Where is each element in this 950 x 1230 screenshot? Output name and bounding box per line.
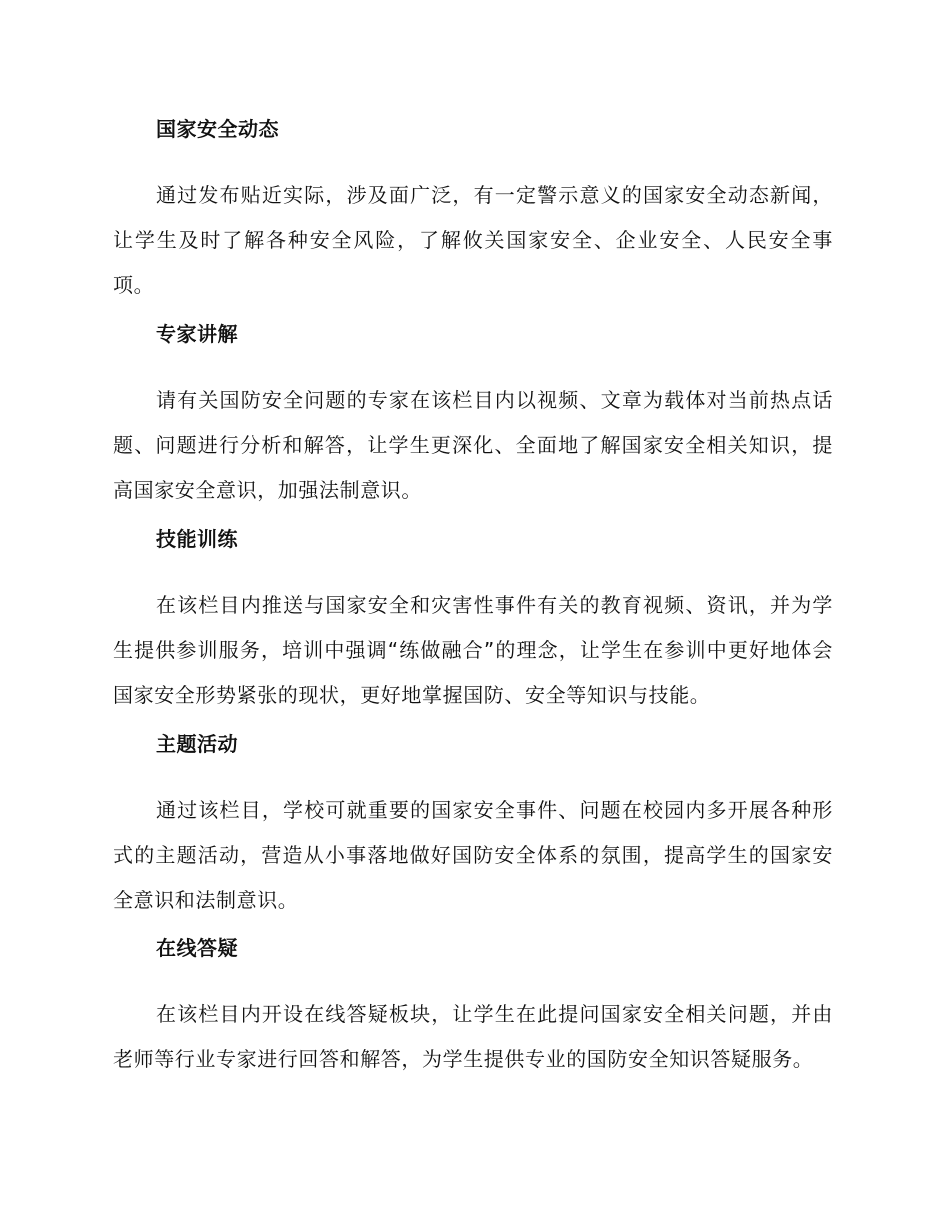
section-online-qa: [113, 934, 833, 1082]
section-paragraph: 请有关国防安全问题的专家在该栏目内以视频、文章为载体对当前热点话题、问题进行分析和解答，让学生更深化、全面地了解国家安全相关知识，提高国家安全意识，加强法制意识。: [113, 388, 833, 502]
section-theme-activities: [113, 730, 833, 923]
section-heading: 在线答疑: [156, 936, 238, 960]
section-heading: 国家安全动态: [156, 117, 279, 141]
section-paragraph: 在该栏目内开设在线答疑板块，让学生在此提问国家安全相关问题，并由老师等行业专家进行回答和解答，为学生提供专业的国防安全知识答疑服务。: [113, 1002, 833, 1071]
section-expert-explanation: [113, 320, 833, 513]
section-heading: 专家讲解: [156, 322, 238, 346]
section-skill-training: [113, 525, 833, 718]
section-heading: 主题活动: [156, 732, 238, 756]
section-paragraph: 在该栏目内推送与国家安全和灾害性事件有关的教育视频、资讯，并为学生提供参训服务，培训中强调“练做融合”的理念，让学生在参训中更好地体会国家安全形势紧张的现状，更好地掌握国防、安全等知识与技能。: [113, 593, 833, 707]
section-paragraph: 通过该栏目，学校可就重要的国家安全事件、问题在校园内多开展各种形式的主题活动，营造从小事落地做好国防安全体系的氛围，提高学生的国家安全意识和法制意识。: [113, 798, 833, 912]
section-heading: 技能训练: [156, 527, 238, 551]
section-national-security-news: [113, 115, 833, 308]
section-paragraph: 通过发布贴近实际，涉及面广泛，有一定警示意义的国家安全动态新闻，让学生及时了解各种安全风险，了解攸关国家安全、企业安全、人民安全事项。: [113, 183, 833, 297]
